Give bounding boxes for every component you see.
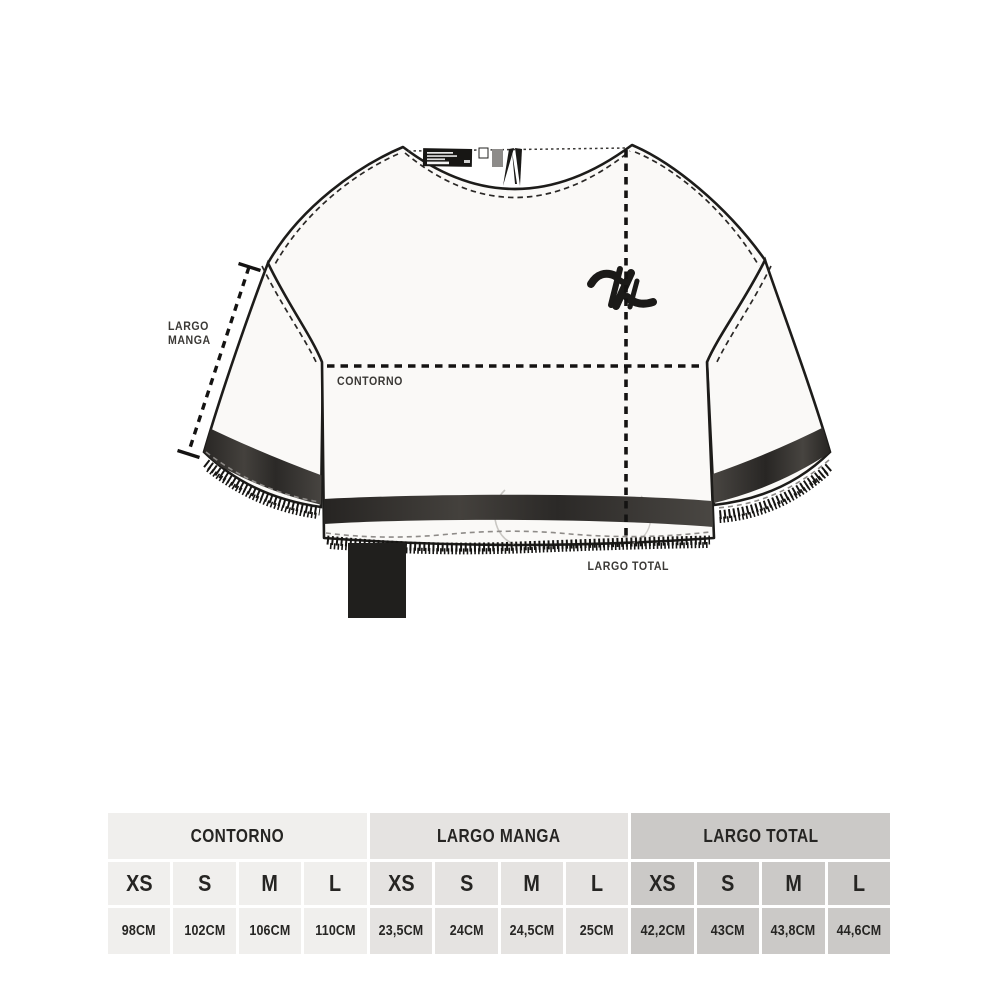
size-table bbox=[108, 813, 890, 954]
group-header-contorno: CONTORNO bbox=[108, 813, 367, 859]
measure-value: 106CM bbox=[239, 908, 301, 954]
group-header-largo-total: LARGO TOTAL bbox=[631, 813, 890, 859]
group-header-largo-manga: LARGO MANGA bbox=[370, 813, 629, 859]
size-header: M bbox=[239, 862, 301, 905]
size-header: M bbox=[501, 862, 563, 905]
largo-manga-label: LARGO MANGA bbox=[168, 321, 211, 347]
measure-value: 24CM bbox=[435, 908, 497, 954]
measure-value: 98CM bbox=[108, 908, 170, 954]
measure-value: 43CM bbox=[697, 908, 759, 954]
largo-total-label: LARGO TOTAL bbox=[587, 561, 669, 573]
measure-value: 44,6CM bbox=[828, 908, 890, 954]
size-header: S bbox=[173, 862, 235, 905]
size-header: XS bbox=[108, 862, 170, 905]
body-panel bbox=[268, 145, 765, 551]
care-label bbox=[423, 148, 472, 167]
size-header: XS bbox=[370, 862, 432, 905]
back-tie bbox=[503, 148, 522, 186]
measure-value: 110CM bbox=[304, 908, 366, 954]
mini-tag bbox=[479, 148, 488, 158]
size-header: M bbox=[762, 862, 824, 905]
size-header: XS bbox=[631, 862, 693, 905]
measure-value: 23,5CM bbox=[370, 908, 432, 954]
measure-value: 24,5CM bbox=[501, 908, 563, 954]
measure-value: 25CM bbox=[566, 908, 628, 954]
measure-value: 102CM bbox=[173, 908, 235, 954]
size-header: L bbox=[304, 862, 366, 905]
measure-value: 42,2CM bbox=[631, 908, 693, 954]
hanging-strap bbox=[348, 543, 406, 618]
size-header: S bbox=[435, 862, 497, 905]
size-header: L bbox=[566, 862, 628, 905]
size-header: S bbox=[697, 862, 759, 905]
size-header: L bbox=[828, 862, 890, 905]
contorno-label: CONTORNO bbox=[337, 376, 403, 388]
hang-loop bbox=[492, 149, 503, 167]
measure-value: 43,8CM bbox=[762, 908, 824, 954]
